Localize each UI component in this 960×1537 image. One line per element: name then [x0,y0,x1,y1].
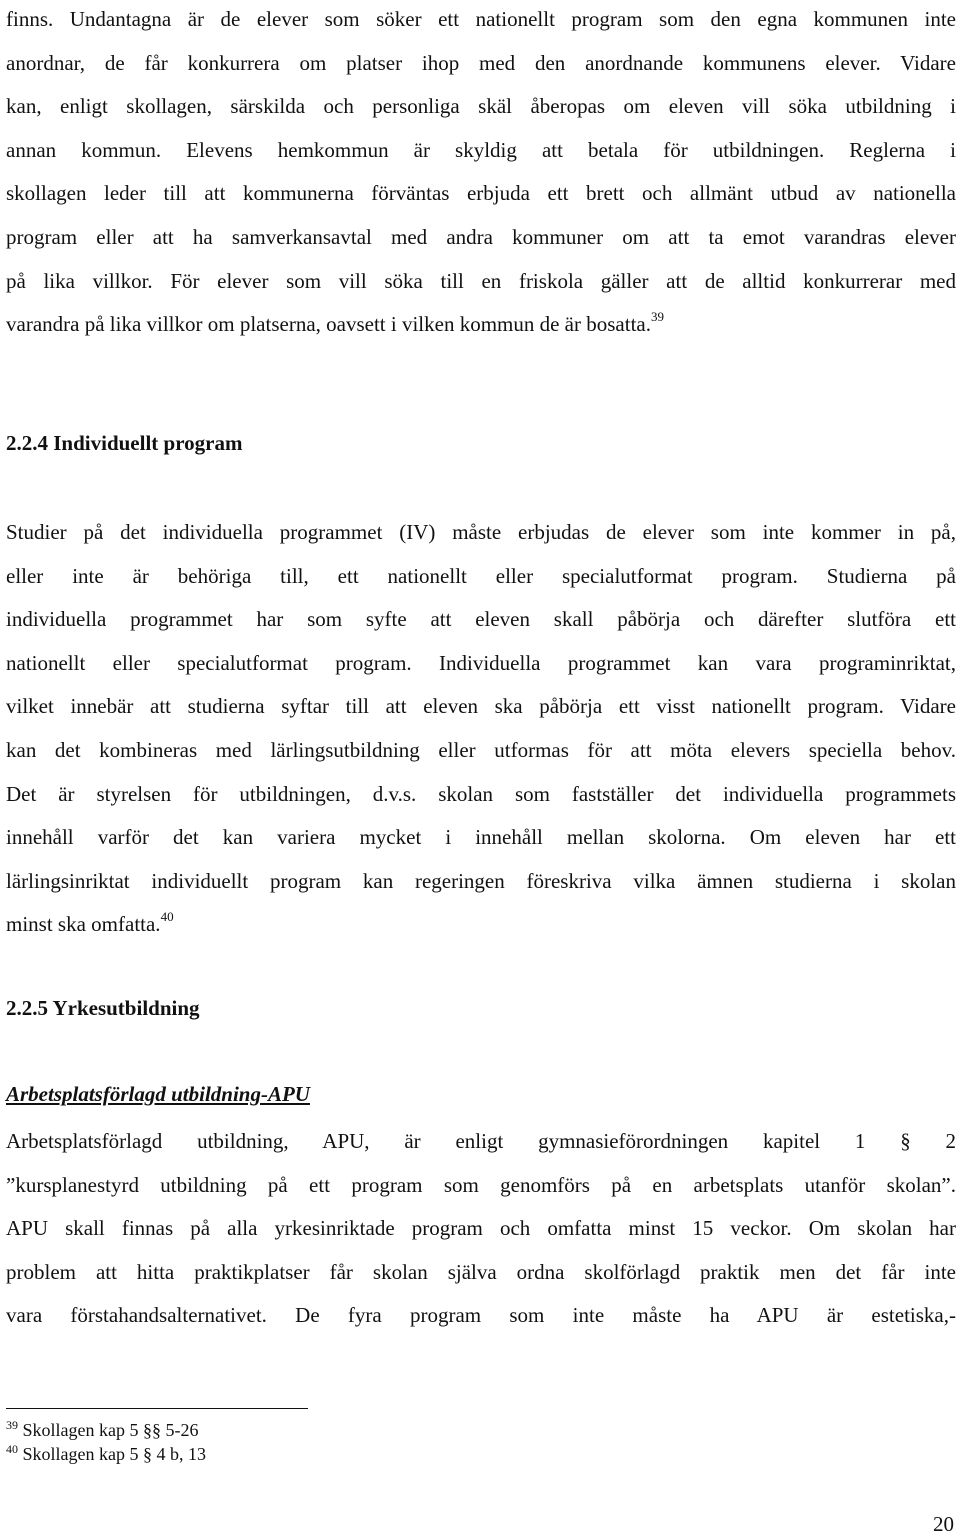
subheading-apu: Arbetsplatsförlagd utbildning-APU [6,1082,310,1106]
footnote-ref[interactable]: 39 [650,309,664,325]
text-line: nationellt eller specialutformat program. Individuella programmet kan vara programinriktat, [6,650,956,675]
text-line: problem att hitta praktikplatser får skolan själva ordna skolförlagd praktik men det får inte [6,1259,956,1284]
text-line: vara förstahandsalternativet. De fyra program som inte måste ha APU är estetiska,- [6,1303,956,1328]
text-line: kan det kombineras med lärlingsutbildning eller utformas för att möta elevers speciella behov. [6,737,956,762]
paragraph-apu [6,1120,956,1338]
text-line: lärlingsinriktat individuellt program kan regeringen föreskriva vilka ämnen studierna i skolan [6,868,956,893]
footnote-text: Skollagen kap 5 §§ 5-26 [22,1420,199,1440]
text-line: eller inte är behöriga till, ett nationellt eller specialutformat program. Studierna på [6,563,956,588]
text-line-last [6,303,956,347]
text-line: Arbetsplatsförlagd utbildning, APU, är enligt gymnasieförordningen kapitel 1 § 2 [6,1129,956,1153]
section-heading-yrkesutbildning: 2.2.5 Yrkesutbildning [6,996,200,1020]
paragraph-admissions [6,0,956,347]
text-line: vilket innebär att studierna syftar till att eleven ska påbörja ett visst nationellt program. Vidare [6,694,956,719]
text-line: minst ska omfatta. [6,912,161,937]
text-line: ”kursplanestyrd utbildning på ett program som genomförs på en arbetsplats utanför skolan”. [6,1172,956,1197]
footnote-number: 39 [6,1418,18,1432]
footnote-40 [6,1442,206,1466]
footnote-ref[interactable]: 40 [160,909,174,925]
text-line: på lika villkor. För elever som vill söka till en friskola gäller att de alltid konkurrerar med [6,268,956,293]
text-line: Studier på det individuella programmet (IV) måste erbjudas de elever som inte kommer in på, [6,520,956,544]
text-line: anordnar, de får konkurrera om platser ihop med den anordnande kommunens elever. Vidare [6,50,956,75]
footnote-divider [6,1408,308,1409]
section-heading-individuellt-program: 2.2.4 Individuellt program [6,431,243,455]
text-line: annan kommun. Elevens hemkommun är skyldig att betala för utbildningen. Reglerna i [6,137,956,162]
text-line: APU skall finnas på alla yrkesinriktade program och omfatta minst 15 veckor. Om skolan har [6,1216,956,1241]
paragraph-individuellt-program [6,511,956,947]
footnote-text: Skollagen kap 5 § 4 b, 13 [22,1444,206,1464]
text-line: innehåll varför det kan variera mycket i innehåll mellan skolorna. Om eleven har ett [6,825,956,850]
text-line: finns. Undantagna är de elever som söker ett nationellt program som den egna kommunen inte [6,7,956,31]
text-line: kan, enligt skollagen, särskilda och personliga skäl åberopas om eleven vill söka utbildning i [6,94,956,119]
text-line: program eller att ha samverkansavtal med andra kommuner om att ta emot varandras elever [6,224,956,249]
text-line: individuella programmet har som syfte att eleven skall påbörja och därefter slutföra ett [6,607,956,632]
footnote-39 [6,1418,198,1442]
text-line-last [6,903,956,947]
text-line: varandra på lika villkor om platserna, oavsett i vilken kommun de är bosatta. [6,312,651,337]
footnote-number: 40 [6,1442,18,1456]
text-line: skollagen leder till att kommunerna förväntas erbjuda ett brett och allmänt utbud av nationella [6,181,956,206]
text-line: Det är styrelsen för utbildningen, d.v.s. skolan som fastställer det individuella programmets [6,781,956,806]
page-number: 20 [933,1512,954,1536]
